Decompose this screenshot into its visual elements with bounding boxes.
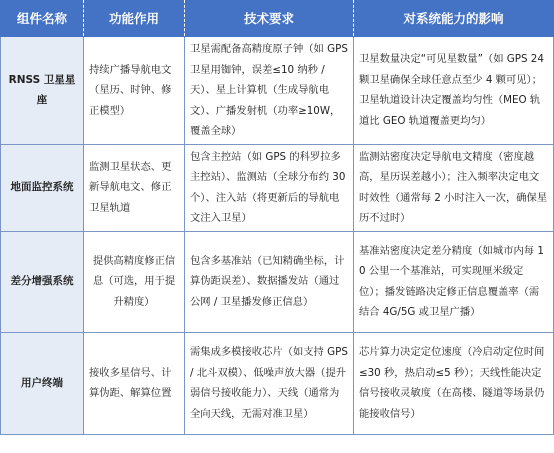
function-cell: 监测卫星状态、更新导航电文、修正卫星轨道	[84, 144, 185, 231]
component-name-cell: 地面监控系统	[1, 144, 84, 231]
system-impact-cell: 卫星数量决定“可见星数量”（如 GPS 24 颗卫星确保全球任意点至少 4 颗可见）；卫星轨道设计决定覆盖均匀性（MEO 轨道比 GEO 轨道覆盖更均匀）	[354, 37, 554, 145]
tech-requirements-cell: 卫星需配备高精度原子钟（如 GPS 卫星用铷钟，误差≤10 纳秒 / 天）、星上计算机（生成导航电文）、广播发射机（功率≥10W，覆盖全球）	[185, 37, 354, 145]
header-tech-requirements: 技术要求	[185, 0, 354, 37]
tech-requirements-cell: 包含主控站（如 GPS 的科罗拉多主控站）、监测站（全球分布约 30 个）、注入站（将更新后的导航电文注入卫星）	[185, 144, 354, 231]
tech-requirements-cell: 需集成多模接收芯片（如支持 GPS / 北斗双模）、低噪声放大器（提升弱信号接收能力）、天线（通常为全向天线，无需对准卫星）	[185, 332, 354, 434]
function-cell: 持续广播导航电文（星历、时钟、修正模型）	[84, 37, 185, 145]
header-component-name: 组件名称	[1, 0, 84, 37]
tech-requirements-cell: 包含多基准站（已知精确坐标，计算伪距误差）、数据播发站（通过公网 / 卫星播发修正信息）	[185, 231, 354, 332]
component-name-cell: 用户终端	[1, 332, 84, 434]
system-impact-cell: 监测站密度决定导航电文精度（密度越高，星历误差越小）；注入频率决定电文时效性（通常每 2 小时注入一次，确保星历不过时）	[354, 144, 554, 231]
header-system-impact: 对系统能力的影响	[354, 0, 554, 37]
table-row	[1, 231, 554, 332]
function-cell: 接收多星信号、计算伪距、解算位置	[84, 332, 185, 434]
component-name-cell: RNSS 卫星星座	[1, 37, 84, 145]
header-function: 功能作用	[84, 0, 185, 37]
component-name-cell: 差分增强系统	[1, 231, 84, 332]
table-header-row	[1, 0, 554, 37]
system-impact-cell: 芯片算力决定定位速度（冷启动定位时间≤30 秒，热启动≤5 秒）；天线性能决定信号接收灵敏度（在高楼、隧道等场景仍能接收信号）	[354, 332, 554, 434]
function-cell: 提供高精度修正信息（可选，用于提升精度）	[84, 231, 185, 332]
table-row	[1, 144, 554, 231]
table-row	[1, 332, 554, 434]
system-impact-cell: 基准站密度决定差分精度（如城市内每 10 公里一个基准站，可实现厘米级定位）；播发链路决定修正信息覆盖率（需结合 4G/5G 或卫星广播）	[354, 231, 554, 332]
table-row	[1, 37, 554, 145]
